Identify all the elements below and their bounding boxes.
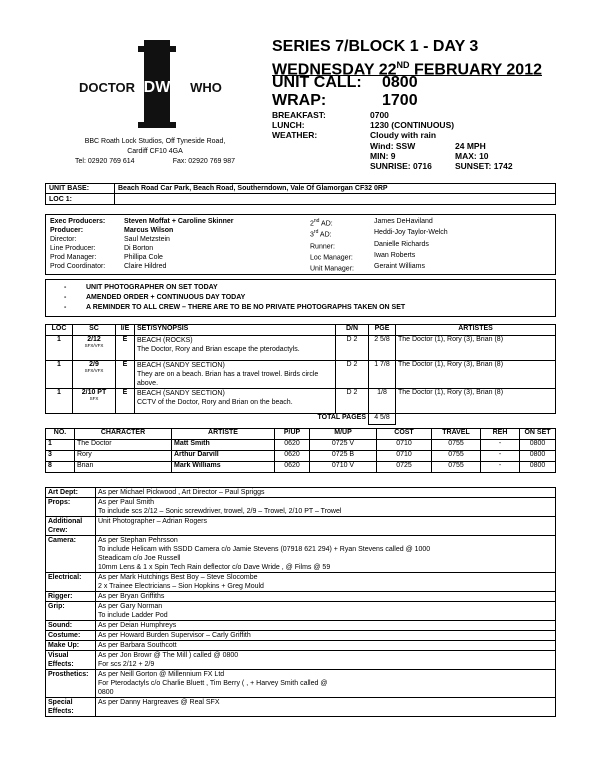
production-contacts [45,214,556,275]
producers-right [310,217,550,274]
notice-text: AMENDED ORDER + CONTINUOUS DAY TODAY [86,294,246,301]
producer-role: Director: [50,236,77,243]
role-text: 2 [310,220,314,228]
crew-contact-row [310,251,550,262]
cast-artiste: Matt Smith [172,440,275,451]
sched-sc-main: 2/9 [89,361,99,368]
role-text: 3 [310,231,314,239]
producer-name: Phillipa Cole [124,254,163,261]
sched-dn: D 2 [336,389,369,414]
producer-role: Prod Coordinator: [50,263,106,270]
cast-mup: 0725 V [310,440,377,451]
crew-dept-details [96,602,556,621]
producer-name: Di Borton [124,245,154,252]
crew-detail-line: As per Danny Hargreaves @ Real SFX [98,699,220,706]
schedule-header-row [46,325,556,336]
tel-number: Tel: 02920 769 614 [75,158,135,165]
producers-left [50,217,310,271]
crew-dept-details [96,592,556,602]
crew-dept-row [46,488,556,498]
schedule-row [46,361,556,389]
logo-base [138,122,176,128]
sched-loc: 1 [46,389,73,414]
col-sc: SC [73,325,116,336]
col-set: SET/SYNOPSIS [135,325,336,336]
crew-detail-line: As per Jon Browr @ The Mill ) called @ 0800 [98,652,239,659]
crew-dept-label: Rigger: [46,592,96,602]
producer-row [50,235,310,244]
crew-detail-line: As per Barbara Southcott [98,642,177,649]
cast-mup: 0725 B [310,451,377,462]
crew-detail-line: As per Michael Pickwood , Art Director – Paul Spriggs [98,489,265,496]
crew-dept-row [46,536,556,573]
wind-label: Wind: SSW [370,141,416,151]
contact-role [310,240,374,251]
notice-item [64,293,555,303]
crew-dept-label: Art Dept: [46,488,96,498]
notice-item [64,303,555,313]
cast-no: 8 [46,462,75,473]
cast-cost: 0710 [377,440,432,451]
crew-detail-line: To include Ladder Pod [98,612,168,619]
max-temp: MAX: 10 [455,151,489,161]
cast-onset: 0800 [520,462,556,473]
contact-name: Danielle Richards [374,240,429,248]
cast-pup: 0620 [275,462,310,473]
sched-sc-sub: SFX/VFX [84,368,104,373]
cast-artiste: Arthur Darvill [172,451,275,462]
wind-value: 24 MPH [455,141,486,151]
sched-sc [73,389,116,414]
crew-dept-details [96,498,556,517]
total-label: TOTAL PAGES [46,414,369,425]
col-artistes: ARTISTES [396,325,556,336]
lunch-label: LUNCH: [272,120,305,130]
producer-role: Exec Producers: [50,218,106,225]
col-pge: PGE [369,325,396,336]
crew-detail-line: 2 x Trainee Electricians – Sion Hopkins + Greg Mould [98,583,264,590]
crew-dept-label: Electrical: [46,573,96,592]
sched-artistes: The Doctor (1), Rory (3), Brian (8) [396,389,556,414]
unit-base-label: UNIT BASE: [46,184,115,194]
sched-set [135,361,336,389]
cast-reh: - [481,462,520,473]
unit-base-table [45,183,556,205]
crew-detail-line: As per Mark Hutchings Best Boy – Steve Slocombe [98,574,258,581]
sunrise: SUNRISE: 0716 [370,161,432,171]
crew-detail-line: As per Neill Gorton @ Millennium FX Ltd [98,671,225,678]
crew-detail-line: 10mm Lens & 1 x Spin Tech Rain deflector c/o Dave Wride , @ Films @ 59 [98,564,331,571]
logo-graphic [78,40,236,128]
crew-dept-row [46,602,556,621]
weather-value: Cloudy with rain [370,130,437,140]
unit-call [272,74,418,92]
crew-detail-line: Steadicam c/o Joe Russell [98,555,181,562]
wrap-label: WRAP: [272,92,327,109]
cast-col-pup: P/UP [275,429,310,440]
crew-dept-label: Camera: [46,536,96,573]
contact-name: Iwan Roberts [374,251,416,259]
crew-contact-row [310,217,550,228]
cast-pup: 0620 [275,451,310,462]
logo-right-text: WHO [190,80,222,95]
sched-sc-main: 2/12 [87,336,101,343]
synopsis: They are on a beach. Brian has a travel trowel. Birds circle above. [137,371,319,387]
sched-sc [73,361,116,389]
notices-box [45,279,556,317]
cast-reh: - [481,451,520,462]
cast-col-no: NO. [46,429,75,440]
set-name: BEACH (SANDY SECTION) [137,390,225,397]
crew-detail-line: To include scs 2/12 – Sonic screwdriver, trowel, 2/9 – Trowel, 2/10 PT – Trowel [98,508,342,515]
cast-col-reh: REH [481,429,520,440]
cast-travel: 0755 [432,462,481,473]
producer-row [50,217,310,226]
producer-role: Producer: [50,227,84,234]
bullet-dash: - [64,294,67,301]
sched-ie: E [116,389,135,414]
role-text-post: AD: [318,231,332,239]
producer-name: Steven Moffat + Caroline Skinner [124,218,234,225]
cast-reh: - [481,440,520,451]
series-title: SERIES 7/BLOCK 1 - DAY 3 [272,38,479,55]
crew-dept-label: Grip: [46,602,96,621]
producer-role: Prod Manager: [50,254,97,261]
col-ie: I/E [116,325,135,336]
role-text: Runner: [310,242,335,250]
cast-cost: 0725 [377,462,432,473]
sched-dn: D 2 [336,361,369,389]
crew-dept-row [46,670,556,698]
sched-pge: 1/8 [369,389,396,414]
unit-call-label: UNIT CALL: [272,74,362,91]
cast-table [45,428,556,473]
cast-character: Rory [75,451,172,462]
schedule-total-row [46,414,556,425]
shoot-date: WEDNESDAY 22ND FEBRUARY 2012 [272,60,542,79]
crew-dept-row [46,517,556,536]
crew-dept-details [96,573,556,592]
crew-dept-label: Special Effects: [46,698,96,717]
sched-dn: D 2 [336,336,369,361]
col-dn: D/N [336,325,369,336]
cast-col-mup: M/UP [310,429,377,440]
crew-dept-details [96,698,556,717]
contact-name: Heddi-Joy Taylor-Welch [374,229,448,237]
crew-dept-details [96,488,556,498]
cast-col-artiste: ARTISTE [172,429,275,440]
crew-detail-line: As per Deian Humphreys [98,622,177,629]
breakfast-value: 0700 [370,110,389,120]
crew-dept-label: Sound: [46,621,96,631]
crew-detail-line: As per Stephan Pehrsson [98,537,178,544]
schedule-row [46,336,556,361]
role-text-post: AD: [319,220,333,228]
notice-text: A REMINDER TO ALL CREW – THERE ARE TO BE NO PRIVATE PHOTOGRAPHS TAKEN ON SET [86,304,406,311]
crew-dept-details [96,641,556,651]
cast-character: Brian [75,462,172,473]
cast-artiste: Mark Williams [172,462,275,473]
sunset: SUNSET: 1742 [455,161,513,171]
wrap-value: 1700 [382,92,418,109]
synopsis: CCTV of the Doctor, Rory and Brian on the beach. [137,399,293,406]
producer-row [50,244,310,253]
address-line1: BBC Roath Lock Studios, Off Tyneside Road, [84,138,226,145]
logo-mark: DW [143,79,171,96]
producer-name: Marcus Wilson [124,227,174,234]
crew-table [45,487,556,717]
sched-pge: 1 7/8 [369,361,396,389]
crew-dept-details [96,621,556,631]
sched-sc [73,336,116,361]
cast-mup: 0710 V [310,462,377,473]
cast-row [46,451,556,462]
crew-detail-line: As per Bryan Griffiths [98,593,165,600]
synopsis: The Doctor, Rory and Brian escape the pterodactyls. [137,346,300,353]
crew-dept-label: Props: [46,498,96,517]
bullet-dash: - [64,284,67,291]
logo-top-bar [144,40,170,46]
cast-col-travel: TRAVEL [432,429,481,440]
cast-header-row [46,429,556,440]
sched-ie: E [116,336,135,361]
schedule-row [46,389,556,414]
producer-row [50,226,310,235]
cast-onset: 0800 [520,440,556,451]
schedule-table [45,324,556,425]
contact-role [310,251,374,262]
set-name: BEACH (ROCKS) [137,337,193,344]
contact-role [310,262,374,273]
sched-artistes: The Doctor (1), Rory (3), Brian (8) [396,361,556,389]
crew-dept-row [46,698,556,717]
crew-dept-label: Prosthetics: [46,670,96,698]
col-loc: LOC [46,325,73,336]
unit-call-value: 0800 [382,74,418,91]
cast-travel: 0755 [432,440,481,451]
producer-row [50,262,310,271]
crew-dept-details [96,631,556,641]
crew-dept-row [46,498,556,517]
wrap [272,92,418,110]
crew-contact-row [310,240,550,251]
producer-name: Claire Hildred [124,263,167,270]
total-value: 4 5/8 [369,414,396,425]
crew-dept-row [46,592,556,602]
cast-cost: 0710 [377,451,432,462]
notice-text: UNIT PHOTOGRAPHER ON SET TODAY [86,284,218,291]
crew-detail-line: For scs 2/12 + 2/9 [98,661,155,668]
role-sup: nd [313,218,320,224]
crew-dept-row [46,651,556,670]
cast-travel: 0755 [432,451,481,462]
contact-name: James DeHaviland [374,218,433,225]
address-phones [55,157,255,167]
cast-no: 3 [46,451,75,462]
bullet-dash: - [64,304,67,311]
crew-dept-details [96,651,556,670]
cast-pup: 0620 [275,440,310,451]
crew-detail-line: To include Helicam with SSDD Camera c/o Jamie Stevens (07918 621 294) + Ryan Stevens called @ 1000 [98,546,431,553]
cast-col-onset: ON SET [520,429,556,440]
studio-address [55,137,255,167]
crew-detail-line: 0800 [98,689,114,696]
cast-col-character: CHARACTER [75,429,172,440]
cast-col-cost: COST [377,429,432,440]
crew-dept-details [96,517,556,536]
crew-dept-row [46,573,556,592]
producer-row [50,253,310,262]
breakfast-label: BREAKFAST: [272,110,326,120]
crew-dept-label: Additional Crew: [46,517,96,536]
cast-row [46,440,556,451]
set-name: BEACH (SANDY SECTION) [137,362,225,369]
address-line2: Cardiff CF10 4GA [127,148,183,155]
crew-detail-line: As per Gary Norman [98,603,163,610]
min-temp: MIN: 9 [370,151,396,161]
sched-sc-sub: SFX/VFX [84,343,104,348]
sched-set [135,336,336,361]
crew-detail-line: As per Howard Burden Supervisor – Carly Griffith [98,632,251,639]
crew-detail-line: Unit Photographer – Adrian Rogers [98,518,207,525]
total-empty [396,414,556,425]
sched-set [135,389,336,414]
producer-name: Saul Metzstein [124,236,170,243]
cast-character: The Doctor [75,440,172,451]
sched-sc-sub: SFX [89,396,99,401]
crew-dept-label: Costume: [46,631,96,641]
sched-loc: 1 [46,336,73,361]
logo-top-bar [138,46,176,52]
lunch-value: 1230 (CONTINUOUS) [370,120,455,130]
contact-role [310,228,374,239]
crew-dept-label: Visual Effects: [46,651,96,670]
crew-detail-line: As per Paul Smith [98,499,155,506]
crew-dept-label: Make Up: [46,641,96,651]
crew-dept-row [46,631,556,641]
contact-name: Geraint Williams [374,263,425,271]
crew-contact-row [310,228,550,239]
role-text: Loc Manager: [310,254,353,262]
contact-role [310,217,374,228]
crew-detail-line: For Pterodactyls c/o Charlie Bluett , Tim Berry ( , + Harvey Smith called @ [98,680,328,687]
sched-ie: E [116,361,135,389]
sched-pge: 2 5/8 [369,336,396,361]
unit-base-value: Beach Road Car Park, Beach Road, Southerndown, Vale Of Glamorgan CF32 0RP [115,184,556,194]
sched-sc-main: 2/10 PT [81,389,107,396]
crew-dept-details [96,536,556,573]
loc-label: LOC 1: [46,194,115,205]
fax-number: Fax: 02920 769 987 [172,158,235,165]
cast-row [46,462,556,473]
cast-no: 1 [46,440,75,451]
crew-contact-row [310,262,550,273]
producer-role: Line Producer: [50,245,96,252]
crew-dept-row [46,641,556,651]
doctor-who-logo [78,40,236,128]
crew-dept-row [46,621,556,631]
cast-onset: 0800 [520,451,556,462]
sched-artistes: The Doctor (1), Rory (3), Brian (8) [396,336,556,361]
role-sup: rd [313,229,319,236]
logo-left-text: DOCTOR [78,80,136,95]
loc-value [115,194,556,205]
weather-label: WEATHER: [272,130,318,140]
role-text: Unit Manager: [310,265,354,273]
sched-loc: 1 [46,361,73,389]
crew-dept-details [96,670,556,698]
notice-item [64,283,555,293]
